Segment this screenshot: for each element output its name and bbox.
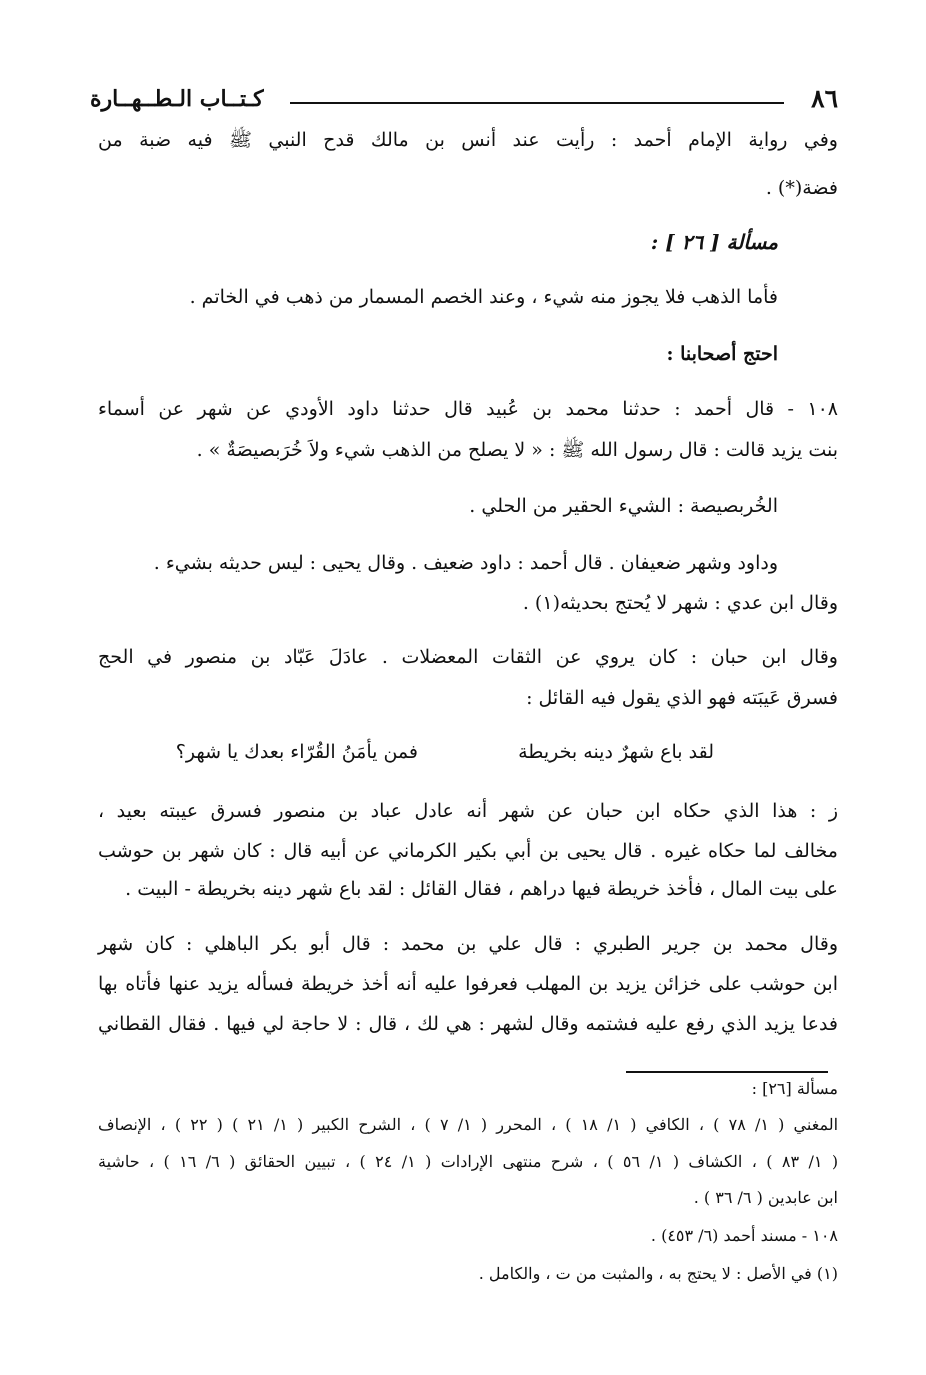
text-line: ١٠٨ - قال أحمد : حدثنا محمد بن عُبيد قال حدثنا داود الأودي عن شهر عن أسماء <box>98 398 838 420</box>
text-line: على بيت المال ، فأخذ خريطة فيها دراهم ، فقال القائل : لقد باع شهر دينه بخريطة - البيت . <box>125 878 838 900</box>
issue-heading: مسألة [ ٢٦ ] : <box>650 230 778 254</box>
poem-hemistich-2: فمن يأمَنُ القُرّاء بعدك يا شهر؟ <box>175 741 418 763</box>
text-line: وداود وشهر ضعيفان . قال أحمد : داود ضعيف . وقال يحيى : ليس حديثه بشيء . <box>153 552 778 574</box>
text-line: وقال محمد بن جرير الطبري : قال علي بن محمد : قال أبو بكر الباهلي : كان شهر <box>98 933 838 955</box>
subheading: احتج أصحابنا : <box>666 343 778 365</box>
footnote-line: مسألة [٢٦] : <box>751 1079 838 1098</box>
text-line: فضة(*) . <box>765 177 838 199</box>
footnote-line: (١) في الأصل : لا يحتج به ، والمثبت من ت ، والكامل . <box>478 1264 838 1283</box>
text-line: فسرق عَيبَته فهو الذي يقول فيه القائل : <box>526 687 838 709</box>
footnote-line: ( ١/ ٨٣ ) ، الكشاف ( ١/ ٥٦ ) ، شرح منتهى الإرادات ( ١/ ٢٤ ) ، تبيين الحقائق ( ٦/ ١٦ ) ، حاشية <box>98 1152 839 1171</box>
text-line: ز : هذا الذي حكاه ابن حبان عن شهر أنه عادل عباد بن منصور فسرق عيبته بعيد ، <box>98 800 838 822</box>
text-line: فدعا يزيد الذي رفع عليه فشتمه وقال لشهر : هي لك ، قال : لا حاجة لي فيها . فقال القطاني <box>98 1013 838 1035</box>
text-line: فأما الذهب فلا يجوز منه شيء ، وعند الخصم المسمار من ذهب في الخاتم . <box>189 286 778 308</box>
running-title: كـتــاب الـطــهــارة <box>90 86 264 112</box>
text-line: ابن حوشب على خزائن يزيد بن المهلب فعرفوا عليه أنه أخذ خريطة فسأله يزيد عنها فأتاه بها <box>98 973 838 995</box>
footnote-rule <box>626 1071 828 1073</box>
text-line: وقال ابن حبان : كان يروي عن الثقات المعضلات . عادَلَ عَبّاد بن منصور في الحج <box>98 646 838 668</box>
text-line: مخالف لما حكاه غيره . قال يحيى بن أبي بكير الكرماني عن أبيه قال : كان شهر بن حوشب <box>98 840 838 862</box>
text-line: الخُربصيصة : الشيء الحقير من الحلي . <box>469 495 778 517</box>
footnote-line: ١٠٨ - مسند أحمد (٦/ ٤٥٣) . <box>650 1226 838 1245</box>
footnote-line: المغني ( ١/ ٧٨ ) ، الكافي ( ١/ ١٨ ) ، المحرر ( ١/ ٧ ) ، الشرح الكبير ( ١/ ٢١ ) ( ٢٢ ) ، الإنصاف <box>98 1115 839 1134</box>
page-number: ٨٦ <box>811 84 838 113</box>
text-line: بنت يزيد قالت : قال رسول الله ﷺ : « لا يصلح من الذهب شيء ولاَ خُرَبصيصَةٌ » . <box>196 439 838 461</box>
text-line: وفي رواية الإمام أحمد : رأيت عند أنس بن مالك قدح النبي ﷺ فيه ضبة من <box>98 129 838 151</box>
poem-hemistich-1: لقد باع شهرٌ دينه بخريطة <box>518 741 714 763</box>
main-text <box>98 0 838 1375</box>
footnote-line: ابن عابدين ( ٦/ ٣٦ ) . <box>693 1188 838 1207</box>
text-line: وقال ابن عدي : شهر لا يُحتج بحديثه(١) . <box>522 592 838 614</box>
